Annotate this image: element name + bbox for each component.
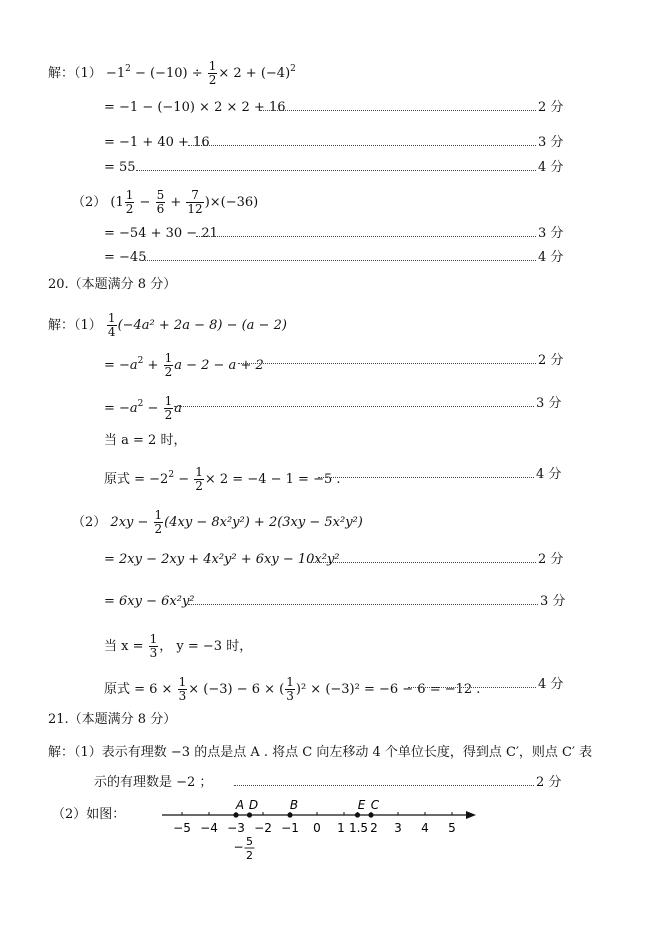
fraction-denominator: 2	[164, 408, 173, 422]
below-numerator: 5	[246, 835, 253, 848]
q19-p1-step1-text: = −1 − (−10) × 2 × 2 + 16	[104, 100, 286, 115]
fraction-numerator: 1	[286, 675, 294, 689]
fraction-denominator: 4	[107, 325, 116, 339]
q20-p2-step2-text: = 6xy − 6x²y²	[104, 594, 195, 609]
expr-part: 原式 = −2	[104, 472, 169, 487]
expr-part: 当 x =	[104, 639, 148, 654]
q19-p2-step2-text: = −45	[104, 250, 147, 265]
score: 4 分	[538, 250, 564, 265]
expr-part: × 2 + (−4)	[218, 66, 291, 81]
exponent: 2	[125, 64, 131, 74]
operator: −	[139, 195, 151, 210]
fraction	[154, 509, 164, 536]
fraction-denominator: 2	[164, 365, 173, 379]
fraction-numerator: 7	[186, 189, 203, 203]
tick-label: 1.5	[348, 821, 369, 835]
expr-part: )² × (−3)² = −6 − 6 = −12 .	[295, 682, 481, 697]
q20-p2-when	[104, 633, 252, 660]
q20-heading: 20.（本题满分 8 分）	[48, 277, 177, 292]
q21-heading: 21.（本题满分 8 分）	[48, 712, 177, 727]
tick-label: 5	[448, 821, 456, 835]
tick-label: −1	[281, 821, 299, 835]
expr-part: 原式 = 6 ×	[104, 682, 177, 697]
fraction-denominator: 12	[187, 202, 203, 216]
q20-p2-step2-leader	[188, 593, 574, 611]
fraction-denominator: 6	[156, 202, 165, 216]
point-A	[233, 812, 238, 817]
expr-part: −	[174, 472, 194, 487]
score: 3 分	[538, 135, 564, 150]
expr-part: − (−10) ÷	[130, 66, 207, 81]
fraction-numerator: 1	[178, 675, 187, 689]
score: 2 分	[538, 100, 564, 115]
expr-part: +	[143, 358, 163, 373]
fraction-denominator: 3	[149, 646, 158, 660]
expr-part: (1	[110, 195, 124, 210]
expr-part: (−4a² + 2a − 8) − (a − 2)	[117, 318, 287, 333]
fraction-denominator: 3	[178, 689, 187, 703]
fraction-numerator: 1	[164, 394, 173, 408]
fraction-numerator: 1	[195, 465, 203, 479]
expr-part: a	[174, 401, 182, 416]
point-C	[368, 812, 373, 817]
exponent: 2	[137, 399, 144, 409]
tick-label: 4	[421, 821, 429, 835]
point-label-E: E	[357, 798, 366, 812]
fraction	[194, 466, 204, 493]
fraction-denominator: 2	[195, 479, 203, 493]
fraction-numerator: 1	[154, 508, 163, 522]
q20-p2-step1-leader	[308, 551, 572, 569]
dot-leader	[318, 477, 534, 478]
q20-p2-original-leader	[408, 676, 572, 694]
number-line	[150, 790, 490, 870]
dot-leader	[174, 406, 534, 407]
fraction-numerator: 1	[125, 188, 134, 202]
expr-part: × (−3) − 6 × (	[188, 682, 285, 697]
answer-label: 解：（1）	[48, 66, 102, 81]
score: 4 分	[538, 160, 564, 175]
below-sign: −	[233, 840, 244, 854]
tick-label: −5	[173, 821, 191, 835]
fraction	[186, 189, 203, 216]
score: 4 分	[538, 677, 564, 692]
q19-p1-step2-text: = −1 + 40 + 16	[104, 135, 210, 150]
q20-p1-step2-leader	[174, 395, 570, 413]
q20-part1-problem	[48, 312, 287, 339]
dot-leader	[308, 562, 536, 563]
point-B	[287, 812, 292, 817]
fraction-numerator: 1	[208, 59, 217, 73]
fraction	[164, 395, 174, 422]
expr-part: −1	[105, 66, 126, 81]
point-label-A: A	[235, 798, 245, 812]
q19-part1-problem	[48, 60, 296, 87]
expr-part: a − 2 − a + 2	[174, 358, 264, 373]
score: 3 分	[538, 226, 564, 241]
q21-part1-line1	[48, 744, 592, 762]
fraction-numerator: 1	[164, 351, 173, 365]
tick-label: −4	[200, 821, 218, 835]
dot-leader	[142, 260, 536, 261]
fraction-denominator: 2	[125, 202, 134, 216]
q19-p1-step3-text: = 55	[104, 160, 136, 175]
tick-label: 2	[370, 821, 378, 835]
fraction	[125, 189, 135, 216]
dot-leader	[238, 363, 536, 364]
dot-leader	[234, 785, 534, 786]
fraction-denominator: 2	[208, 73, 217, 87]
number-line-arrow	[466, 811, 476, 819]
fraction	[164, 352, 174, 379]
answer-label: 解：（1）	[48, 318, 102, 333]
q21-part1-line2: 示的有理数是 −2 ；	[94, 775, 213, 790]
q20-p1-when: 当 a = 2 时，	[104, 433, 187, 448]
q20-p2-step1-text: = 2xy − 2xy + 4x²y² + 6xy − 10x²y²	[104, 552, 340, 567]
fraction	[149, 633, 159, 660]
expr-part: ， y = −3 时，	[159, 639, 253, 654]
dot-leader	[260, 110, 536, 111]
expr-part: −	[143, 401, 163, 416]
dot-leader	[188, 145, 536, 146]
dot-leader	[136, 170, 536, 171]
fraction-numerator: 1	[149, 632, 158, 646]
answer-text: 表示有理数 −3 的点是点 A . 将点 C 向左移动 4 个单位长度，得到点 C′，则点 C′ 表	[101, 745, 593, 760]
q19-p1-step1-leader	[260, 99, 572, 117]
score: 3 分	[536, 396, 562, 411]
point-label-D: D	[248, 798, 259, 812]
score: 4 分	[536, 467, 562, 482]
q19-p1-step2-leader	[188, 134, 572, 152]
q20-p1-original-leader	[318, 466, 570, 484]
tick-label: −2	[254, 821, 272, 835]
q20-p1-original	[104, 466, 341, 493]
neg-five-halves-label	[233, 835, 254, 862]
point-label-B: B	[289, 798, 299, 812]
expr-part: 2xy −	[110, 515, 153, 530]
exponent: 2	[290, 64, 296, 74]
q21-part2-label: （2）如图：	[52, 807, 126, 822]
exponent: 2	[137, 356, 144, 366]
part-label: （2）	[72, 195, 107, 210]
expr-part: = −a	[104, 401, 138, 416]
dot-leader	[196, 236, 536, 237]
fraction-numerator: 5	[156, 188, 165, 202]
q19-p2-step1-leader	[196, 225, 572, 243]
q20-part2-problem	[72, 509, 363, 536]
operator: +	[170, 195, 182, 210]
part-label: （2）	[72, 515, 107, 530]
expr-part: (4xy − 8x²y²) + 2(3xy − 5x²y²)	[164, 515, 363, 530]
point-E	[355, 812, 360, 817]
fraction-numerator: 1	[107, 311, 116, 325]
fraction	[107, 312, 117, 339]
score: 2 分	[536, 775, 562, 790]
q20-p1-step1-leader	[238, 352, 572, 370]
q20-p1-step2-text	[104, 395, 182, 422]
score: 2 分	[538, 552, 564, 567]
answer-label: 解：（1）	[48, 745, 102, 760]
tick-label: 0	[313, 821, 321, 835]
fraction-denominator: 3	[286, 689, 294, 703]
point-label-C: C	[370, 798, 380, 812]
tick-label: 1	[337, 821, 345, 835]
fraction-denominator: 2	[154, 522, 163, 536]
dot-leader	[188, 604, 538, 605]
fraction	[178, 676, 188, 703]
q19-p2-step2-leader	[142, 249, 572, 267]
q19-p2-step1-text: = −54 + 30 − 21	[104, 226, 218, 241]
fraction	[208, 60, 218, 87]
score: 3 分	[540, 594, 566, 609]
q19-part2-problem	[72, 189, 258, 216]
fraction	[285, 676, 295, 703]
score: 2 分	[538, 353, 564, 368]
point-D	[247, 812, 252, 817]
expr-part: )×(−36)	[204, 195, 259, 210]
expr-part: × 2 = −4 − 1 = −5 .	[204, 472, 341, 487]
fraction	[156, 189, 166, 216]
exponent: 2	[168, 470, 175, 480]
tick-label: −3	[227, 821, 245, 835]
below-denominator: 2	[246, 849, 253, 862]
dot-leader	[408, 687, 536, 688]
expr-part: = −a	[104, 358, 138, 373]
tick-label: 3	[394, 821, 402, 835]
q19-p1-step3-leader	[136, 159, 572, 177]
